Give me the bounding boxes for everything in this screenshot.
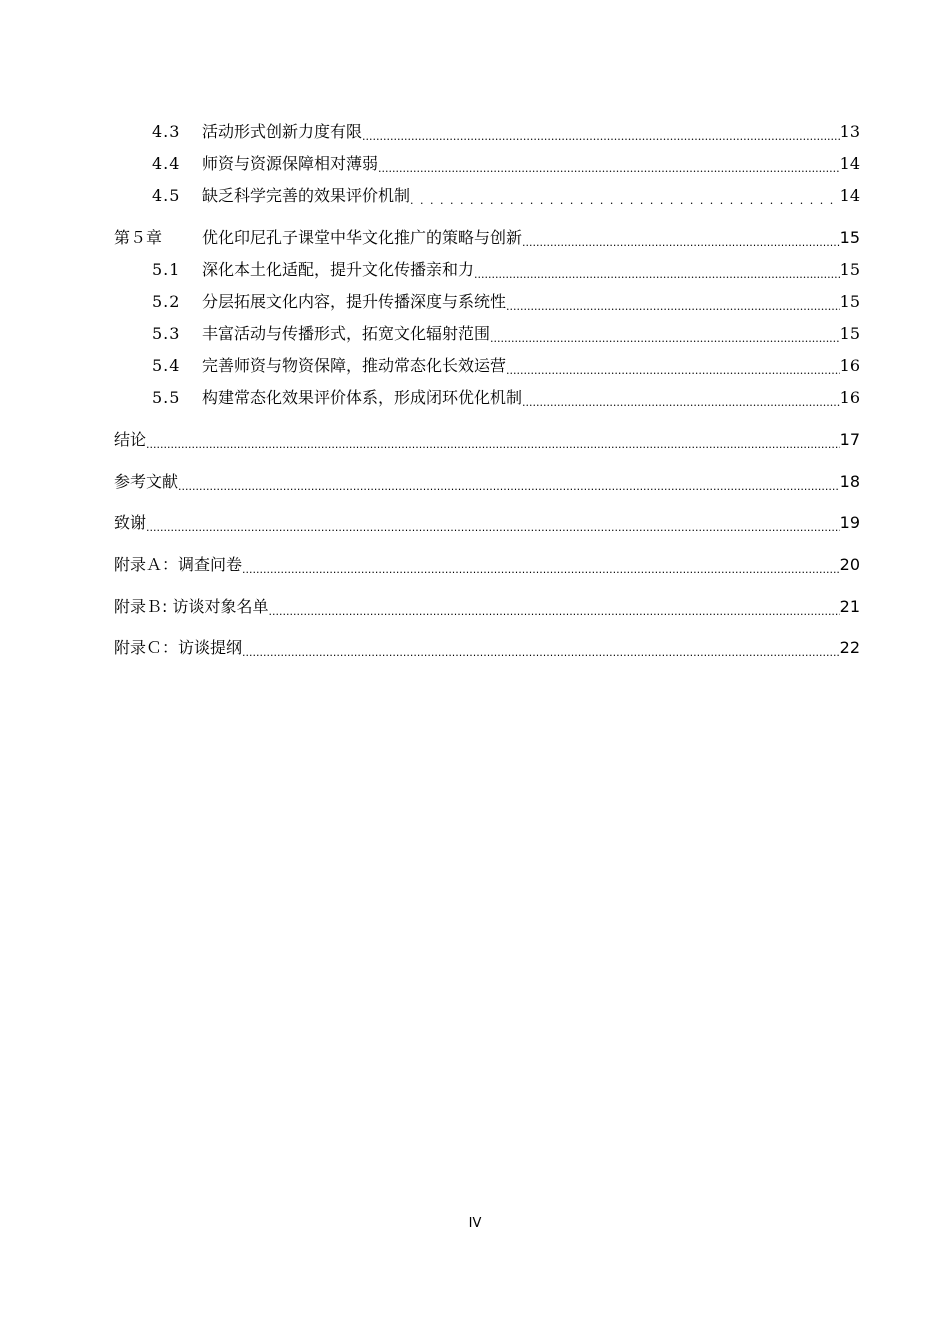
toc-entry-page: 16 (839, 388, 860, 407)
toc-entry[interactable] (114, 152, 860, 176)
toc-entry-title: 师资与资源保障相对薄弱 (202, 154, 379, 173)
toc-entry-page: 14 (839, 154, 860, 173)
toc-leader-dots (242, 636, 840, 660)
toc-leader-dots (410, 184, 840, 208)
toc-entry[interactable] (114, 354, 860, 378)
toc-entry-page: 18 (839, 472, 860, 491)
toc-entry-page: 15 (839, 260, 860, 279)
toc-leader-dots (490, 322, 840, 346)
toc-entry-page: 22 (839, 638, 860, 657)
toc-entry-page: 17 (839, 430, 860, 449)
toc-entry-title: 构建常态化效果评价体系，形成闭环优化机制 (202, 388, 523, 407)
toc-entry-number: 第５章 (114, 228, 163, 247)
toc-entry-page: 19 (839, 513, 860, 532)
toc-entry-title: 缺乏科学完善的效果评价机制 (202, 186, 411, 205)
toc-entry-number: 4.3 (152, 122, 181, 141)
toc-entry-acknowledgements[interactable] (114, 511, 860, 535)
toc-leader-dots (506, 290, 840, 314)
toc-entry-conclusion[interactable] (114, 428, 860, 452)
toc-entry[interactable] (114, 322, 860, 346)
toc-entry-appendix-c[interactable] (114, 636, 860, 660)
toc-entry-page: 15 (839, 292, 860, 311)
toc-leader-dots (362, 120, 840, 144)
page-number-footer: IV (468, 1216, 482, 1231)
toc-leader-dots (474, 258, 840, 282)
toc-entry-appendix-b[interactable] (114, 595, 860, 619)
toc-entry-title: 优化印尼孔子课堂中华文化推广的策略与创新 (202, 228, 523, 247)
toc-entry-page: 21 (839, 597, 860, 616)
toc-entry-page: 13 (839, 122, 860, 141)
toc-entry-title: 参考文献 (114, 472, 179, 491)
toc-entry-title: 丰富活动与传播形式，拓宽文化辐射范围 (202, 324, 491, 343)
toc-entry[interactable] (114, 184, 860, 208)
toc-entry-number: 5.4 (152, 356, 181, 375)
toc-leader-dots (268, 595, 839, 619)
toc-leader-dots (178, 470, 840, 494)
toc-leader-dots (146, 428, 840, 452)
toc-entry[interactable] (114, 386, 860, 410)
toc-entry-number: 5.3 (152, 324, 181, 343)
toc-entry-page: 15 (839, 228, 860, 247)
toc-entry-number: 4.4 (152, 154, 181, 173)
toc-entry-chapter[interactable] (114, 226, 860, 250)
toc-entry[interactable] (114, 290, 860, 314)
toc-leader-dots (242, 553, 840, 577)
toc-entry-title: 附录Ｃ：访谈提纲 (114, 638, 243, 657)
toc-leader-dots (522, 386, 840, 410)
toc-entry-title: 结论 (114, 430, 147, 449)
toc-entry-appendix-a[interactable] (114, 553, 860, 577)
toc-leader-dots (506, 354, 840, 378)
toc-leader-dots (522, 226, 840, 250)
toc-entry-page: 15 (839, 324, 860, 343)
toc-entry-number: 4.5 (152, 186, 181, 205)
toc-entry-title: 分层拓展文化内容，提升传播深度与系统性 (202, 292, 507, 311)
toc-entry-title: 深化本土化适配，提升文化传播亲和力 (202, 260, 475, 279)
toc-entry-title: 致谢 (114, 513, 147, 532)
toc-entry-page: 20 (839, 555, 860, 574)
toc-entry[interactable] (114, 258, 860, 282)
toc-entry-number: 5.5 (152, 388, 181, 407)
toc-entry-page: 14 (839, 186, 860, 205)
toc-entry-title: 附录Ａ：调查问卷 (114, 555, 243, 574)
toc-entry[interactable] (114, 120, 860, 144)
toc-entry-title: 活动形式创新力度有限 (202, 122, 363, 141)
toc-entry-title: 完善师资与物资保障，推动常态化长效运营 (202, 356, 507, 375)
toc-entry-title: 附录Ｂ: 访谈对象名单 (114, 597, 269, 616)
toc-entry-number: 5.2 (152, 292, 181, 311)
toc-entry-page: 16 (839, 356, 860, 375)
toc-entry-number: 5.1 (152, 260, 181, 279)
toc-leader-dots (146, 511, 840, 535)
toc-leader-dots (378, 152, 840, 176)
toc-entry-references[interactable] (114, 470, 860, 494)
